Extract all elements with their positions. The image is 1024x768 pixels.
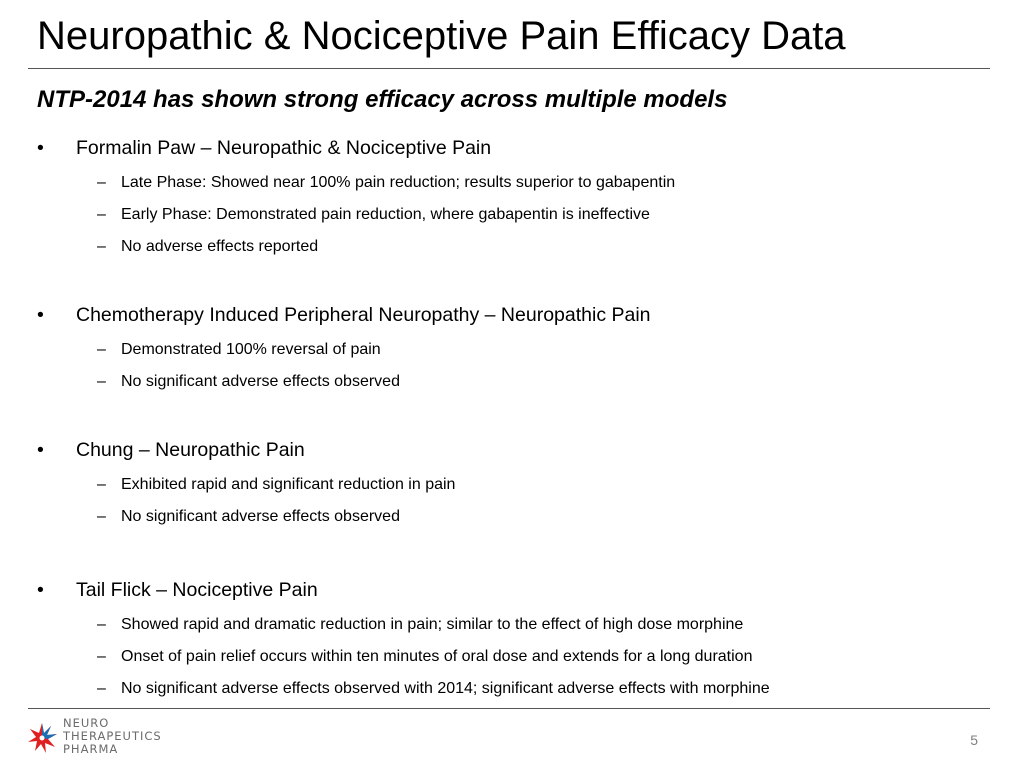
bullet-marker: • [37, 137, 44, 159]
dash-marker: – [97, 476, 106, 493]
footer-divider [28, 708, 990, 709]
sub-bullet-text: No significant adverse effects observed [121, 373, 400, 390]
logo-line: THERAPEUTICS [63, 729, 162, 743]
dash-marker: – [97, 174, 106, 191]
dash-marker: – [97, 508, 106, 525]
dash-marker: – [97, 238, 106, 255]
dash-marker: – [97, 373, 106, 390]
sub-bullet-text: No adverse effects reported [121, 238, 319, 255]
bullet-text: Formalin Paw – Neuropathic & Nociceptive Pain [76, 137, 492, 159]
sub-bullet-text: No significant adverse effects observed [121, 508, 400, 525]
logo-wordmark [63, 717, 162, 756]
sub-bullet-text: Showed rapid and dramatic reduction in pain; similar to the effect of high dose morphine [121, 616, 744, 633]
dash-marker: – [97, 616, 106, 633]
bullet-marker: • [37, 439, 44, 461]
dash-marker: – [97, 206, 106, 223]
logo-line: NEURO [63, 716, 110, 730]
company-logo [26, 717, 196, 761]
sub-bullet-text: Early Phase: Demonstrated pain reduction, where gabapentin is ineffective [121, 206, 650, 223]
sub-bullet-text: Late Phase: Showed near 100% pain reduction; results superior to gabapentin [121, 174, 676, 191]
starburst-icon [26, 721, 58, 755]
page-number: 5 [970, 732, 978, 748]
slide-subtitle: NTP-2014 has shown strong efficacy across multiple models [37, 86, 728, 113]
bullet-text: Chemotherapy Induced Peripheral Neuropathy – Neuropathic Pain [76, 304, 651, 326]
sub-bullet-text: No significant adverse effects observed with 2014; significant adverse effects with morphine [121, 680, 770, 697]
sub-bullet-text: Exhibited rapid and significant reduction in pain [121, 476, 456, 493]
sub-bullet-text: Demonstrated 100% reversal of pain [121, 341, 381, 358]
dash-marker: – [97, 341, 106, 358]
sub-bullet-text: Onset of pain relief occurs within ten minutes of oral dose and extends for a long duration [121, 648, 753, 665]
dash-marker: – [97, 680, 106, 697]
bullet-marker: • [37, 304, 44, 326]
title-divider [28, 68, 990, 69]
bullet-marker: • [37, 579, 44, 601]
logo-line: PHARMA [63, 742, 119, 756]
slide-title: Neuropathic & Nociceptive Pain Efficacy Data [37, 14, 846, 58]
bullet-text: Tail Flick – Nociceptive Pain [76, 579, 318, 601]
bullet-text: Chung – Neuropathic Pain [76, 439, 305, 461]
dash-marker: – [97, 648, 106, 665]
